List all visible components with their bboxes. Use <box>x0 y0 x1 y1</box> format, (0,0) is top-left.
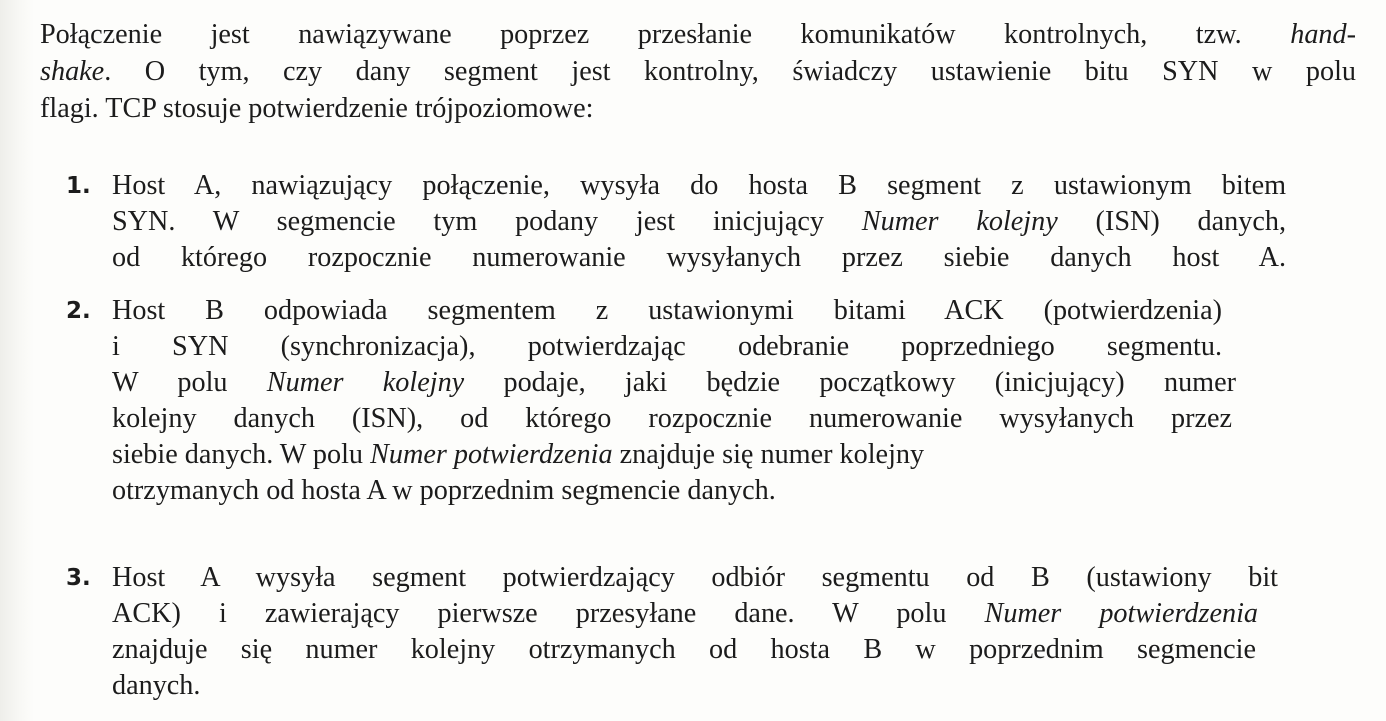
step-text: ACK) i zawierający pierwsze przesyłane dane. W polu <box>112 598 985 629</box>
step-text: siebie danych. W polu <box>112 439 371 470</box>
step-text: SYN. W segmencie tym podany jest inicjujący <box>112 206 862 237</box>
step-line: Host B odpowiada segmentem z ustawionymi bitami ACK (potwierdzenia) <box>112 295 1222 326</box>
step-text: podaje, jaki będzie początkowy (inicjujący) numer <box>464 367 1236 398</box>
step-line: od którego rozpocznie numerowanie wysyłanych przez siebie danych host A. <box>112 242 1286 273</box>
italic-term: Numer kolejny <box>266 367 465 398</box>
intro-line <box>40 90 1356 127</box>
italic-term: Numer potwierdzenia <box>370 439 613 470</box>
italic-term: Numer kolejny <box>861 206 1058 237</box>
step-line <box>112 365 1286 401</box>
step-number: 1. <box>66 173 91 199</box>
intro-text: Połączenie jest nawiązywane poprzez przesłanie komunikatów kontrolnych, tzw. <box>40 19 1291 50</box>
intro-text: . O tym, czy dany segment jest kontrolny, świadczy ustawienie bitu SYN w polu <box>104 56 1356 87</box>
italic-term: Numer potwierdzenia <box>984 598 1258 629</box>
step-line: znajduje się numer kolejny otrzymanych od hosta B w poprzednim segmencie <box>112 634 1256 665</box>
step-line: danych. <box>112 670 201 701</box>
intro-italic-term: hand- <box>1290 19 1356 50</box>
step-text: znajduje się numer kolejny <box>612 439 925 470</box>
step-line: Host A, nawiązujący połączenie, wysyła do hosta B segment z ustawionym bitem <box>112 170 1286 201</box>
step-number: 3. <box>66 565 91 591</box>
step-line: kolejny danych (ISN), od którego rozpocznie numerowanie wysyłanych przez <box>112 403 1232 434</box>
intro-italic-term: shake <box>40 56 105 87</box>
step-text: W polu <box>112 367 267 398</box>
step-number: 2. <box>66 298 91 324</box>
step-text: (ISN) danych, <box>1057 206 1286 237</box>
step-body <box>112 168 1286 276</box>
step-body <box>112 560 1286 704</box>
step-line <box>112 437 1286 473</box>
step-line: i SYN (synchronizacja), potwierdzając odebranie poprzedniego segmentu. <box>112 331 1222 362</box>
step-line <box>112 204 1286 240</box>
intro-text: flagi. TCP stosuje potwierdzenie trójpoziomowe: <box>40 93 594 124</box>
step-line <box>112 596 1286 632</box>
step-line: Host A wysyła segment potwierdzający odbiór segmentu od B (ustawiony bit <box>112 562 1278 593</box>
step-body <box>112 293 1286 509</box>
intro-line <box>40 16 1356 53</box>
step-line: otrzymanych od hosta A w poprzednim segmencie danych. <box>112 475 776 506</box>
intro-paragraph <box>40 16 1356 127</box>
intro-line <box>40 53 1356 90</box>
